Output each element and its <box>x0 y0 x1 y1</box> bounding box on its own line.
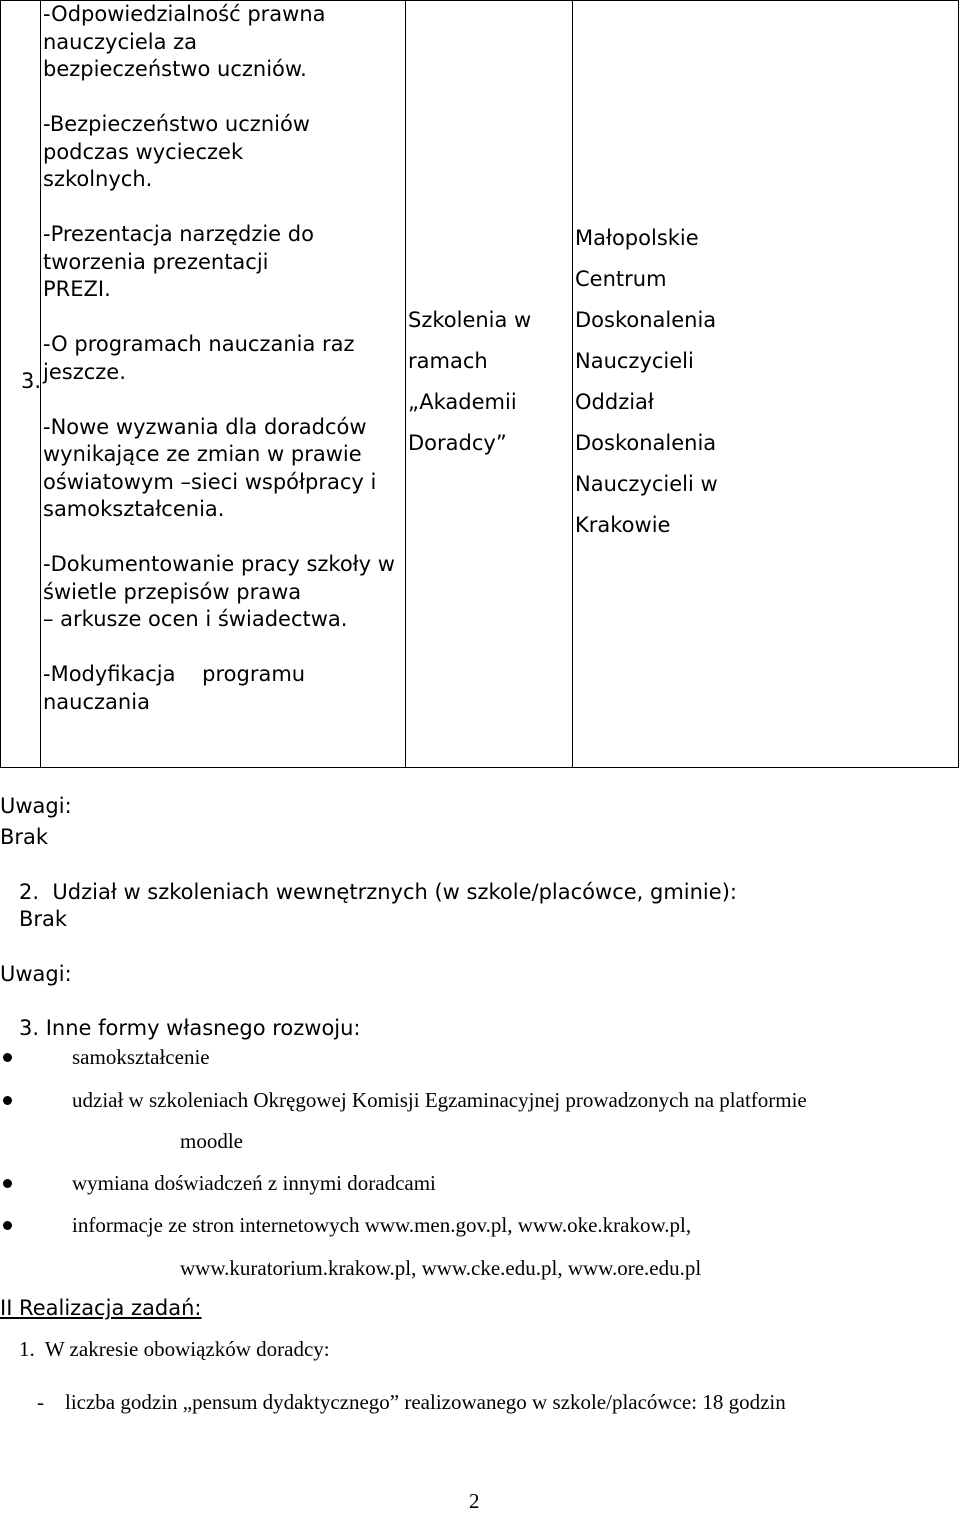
form-line: „Akademii <box>408 390 517 414</box>
topics-line: nauczania <box>43 689 150 714</box>
topics-line: PREZI. <box>43 277 111 301</box>
obligations-item: 1. W zakresie obowiązków doradcy: <box>19 1337 330 1361</box>
bullet-icon <box>3 1179 12 1188</box>
bullet-icon <box>3 1053 12 1062</box>
list-item-text: wymiana doświadczeń z innymi doradcami <box>72 1171 436 1195</box>
table-border-right <box>958 0 959 768</box>
table-border-col3 <box>572 0 573 768</box>
form-line: ramach <box>408 349 488 373</box>
topics-line: samokształcenia. <box>43 497 225 521</box>
form-line: Szkolenia w <box>408 308 532 332</box>
form-cell <box>408 300 570 464</box>
topics-line: szkolnych. <box>43 167 153 191</box>
row-number: 3. <box>21 369 42 393</box>
table-bottom-border <box>0 767 959 768</box>
organizer-line: Krakowie <box>575 513 671 537</box>
list-item-text-continued: moodle <box>180 1129 243 1153</box>
topics-cell <box>43 1 403 716</box>
page-number: 2 <box>469 1489 480 1513</box>
topics-line: nauczyciela za <box>43 29 198 54</box>
section-3-heading: 3. Inne formy własnego rozwoju: <box>19 1016 361 1040</box>
teaching-hours-line: - liczba godzin „pensum dydaktycznego” realizowanego w szkole/placówce: 18 godzin <box>37 1390 786 1414</box>
organizer-cell <box>575 218 955 546</box>
organizer-line: Doskonalenia <box>575 308 717 332</box>
topics-line: -Dokumentowanie pracy szkoły w <box>43 552 395 576</box>
topics-line: -Prezentacja narzędzie do <box>43 222 314 246</box>
topics-line: -Odpowiedzialność prawna <box>43 2 326 26</box>
remarks-value: Brak <box>0 825 49 849</box>
form-line: Doradcy” <box>408 431 507 455</box>
list-item-text: samokształcenie <box>72 1045 210 1069</box>
section-2-heading: 2. Udział w szkoleniach wewnętrznych (w szkole/placówce, gminie): <box>19 880 737 904</box>
table-border-left <box>0 0 1 768</box>
topics-line: – arkusze ocen i świadectwa. <box>43 607 348 631</box>
remarks-label: Uwagi: <box>0 794 72 818</box>
topics-line: podczas wycieczek <box>43 139 244 164</box>
topics-line: -Modyfikacja programu <box>43 662 306 686</box>
topics-line: tworzenia prezentacji <box>43 249 269 274</box>
organizer-line: Nauczycieli <box>575 349 694 373</box>
topics-line: -O programach nauczania raz <box>43 332 355 356</box>
bullet-icon <box>3 1096 12 1105</box>
part-ii-heading: II Realizacja zadań: <box>0 1296 202 1320</box>
list-item-text: udział w szkoleniach Okręgowej Komisji Egzaminacyjnej prowadzonych na platformie <box>72 1088 807 1112</box>
organizer-line: Centrum <box>575 267 667 291</box>
topics-line: jeszcze. <box>43 359 126 384</box>
section-2-value: Brak <box>19 907 68 931</box>
section-2-remarks-label: Uwagi: <box>0 962 72 986</box>
organizer-line: Oddział <box>575 390 654 414</box>
list-item-text: informacje ze stron internetowych www.men.gov.pl, www.oke.krakow.pl, <box>72 1213 692 1237</box>
topics-line: bezpieczeństwo uczniów. <box>43 57 307 81</box>
topics-line: świetle przepisów prawa <box>43 579 302 604</box>
organizer-line: Nauczycieli w <box>575 472 718 496</box>
organizer-line: Doskonalenia <box>575 431 717 455</box>
bullet-icon <box>3 1221 12 1230</box>
topics-line: oświatowym –sieci współpracy i <box>43 469 377 494</box>
topics-line: -Nowe wyzwania dla doradców <box>43 414 367 439</box>
topics-line: -Bezpieczeństwo uczniów <box>43 112 310 136</box>
topics-line: wynikające ze zmian w prawie <box>43 442 362 466</box>
table-border-col2 <box>405 0 406 768</box>
list-item-text-continued: www.kuratorium.krakow.pl, www.cke.edu.pl, www.ore.edu.pl <box>180 1256 702 1280</box>
organizer-line: Małopolskie <box>575 226 699 250</box>
